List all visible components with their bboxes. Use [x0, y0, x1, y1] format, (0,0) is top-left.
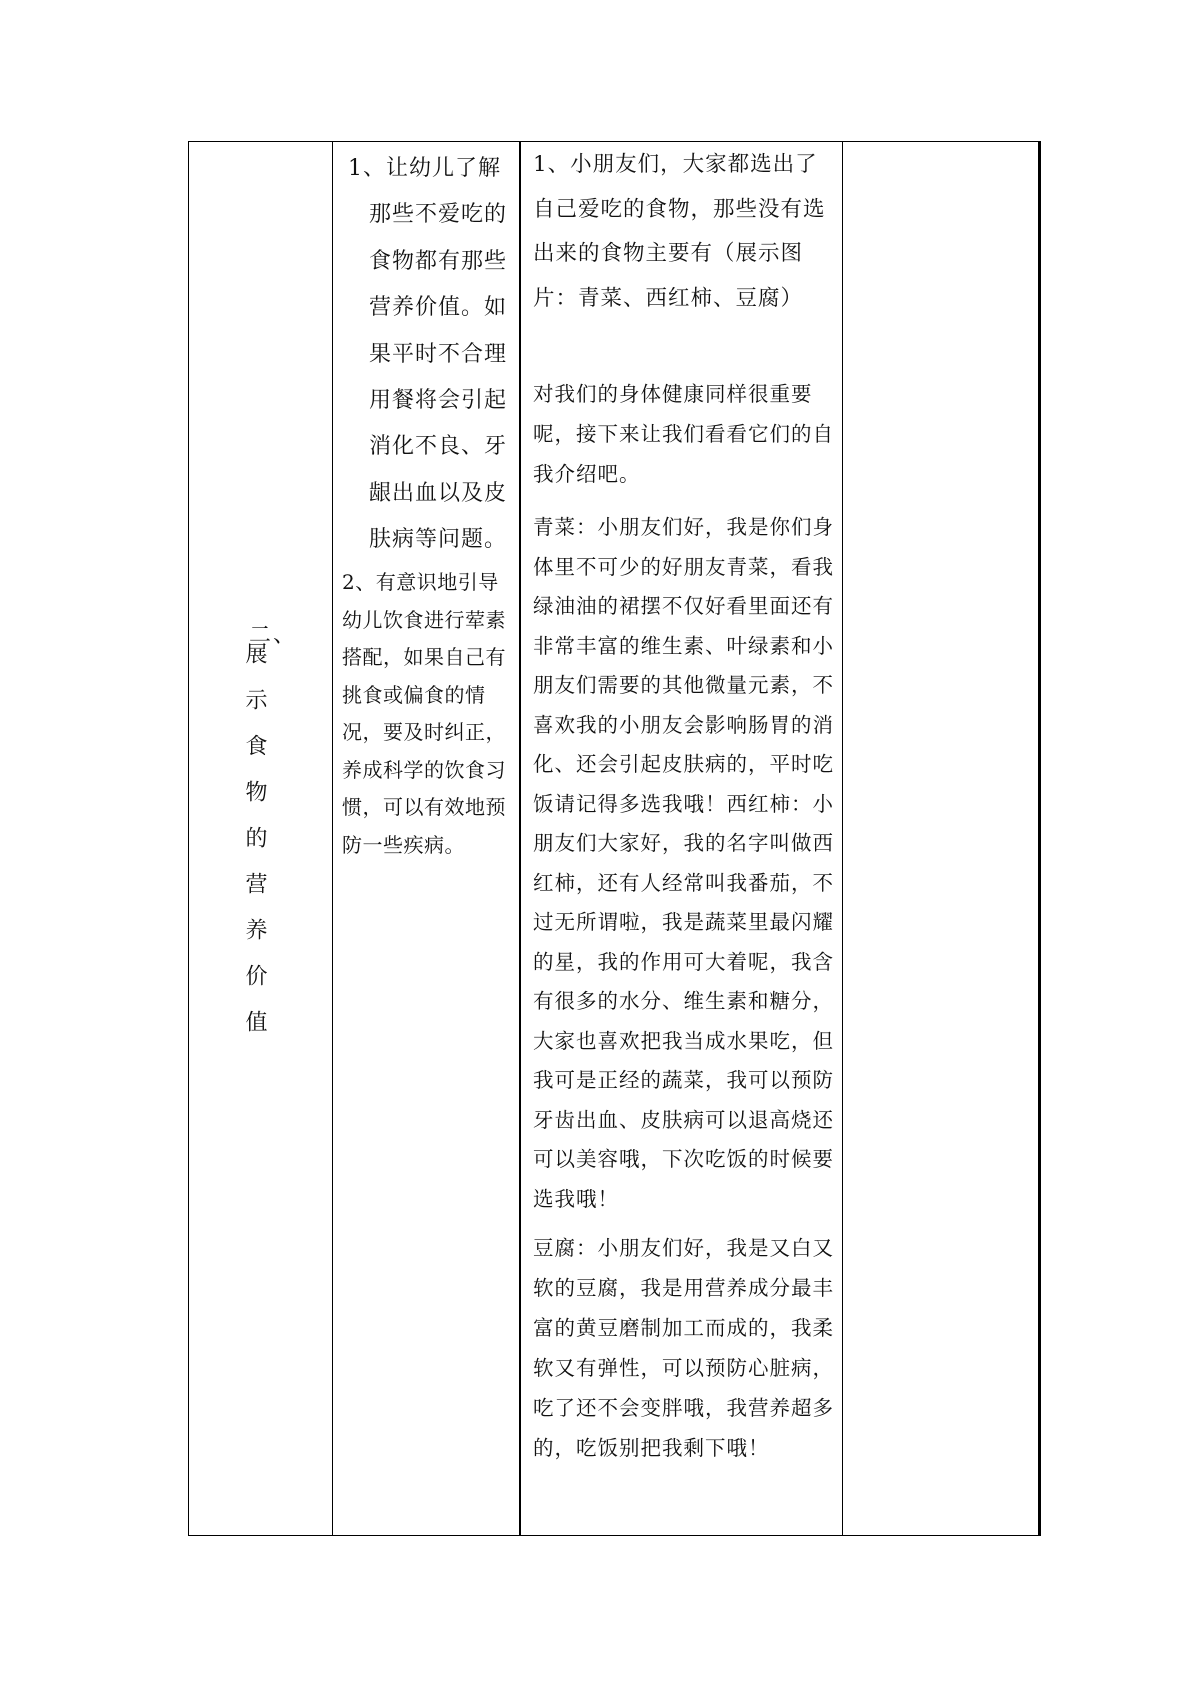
activity-transition: 对我们的身体健康同样很重要呢，接下来让我们看看它们的自我介绍吧。 [533, 382, 834, 486]
section-cell [189, 142, 332, 1535]
notes-cell [845, 142, 1038, 1535]
lesson-plan-table [188, 141, 1041, 1536]
goal-item-1 [348, 146, 516, 564]
column-divider [842, 142, 843, 1535]
goal-item-1-rest: 那些不爱吃的食物都有那些营养价值。如果平时不合理用餐将会引起消化不良、牙龈出血以及皮肤病等问题。 [369, 202, 508, 553]
goal-item-1-first-line: 1、让幼儿了解 [348, 156, 501, 181]
activity-doufu: 豆腐：小朋友们好，我是又白又软的豆腐，我是用营养成分最丰富的黄豆磨制加工而成的，我柔软又有弹性，可以预防心脏病，吃了还不会变胖哦，我营养超多的，吃饭别把我剩下哦！ [533, 1236, 834, 1460]
goals-cell [334, 142, 520, 1535]
activity-qingcai-xihongshi: 青菜：小朋友们好，我是你们身体里不可少的好朋友青菜，看我绿油油的裙摆不仅好看里面还有非常丰富的维生素、叶绿素和小朋友们需要的其他微量元素，不喜欢我的小朋友会影响肠胃的消化、还会引起皮肤病的，平时吃饭请记得多选我哦！西红柿：小朋友们大家好，我的名字叫做西红柿，还有人经常叫我番茄，不过无所谓啦，我是蔬菜里最闪耀的星，我的作用可大着呢，我含有很多的水分、维生素和糖分，大家也喜欢把我当成水果吃，但我可是正经的蔬菜，我可以预防牙齿出血、皮肤病可以退高烧还可以美容哦，下次吃饭的时候要选我哦！ [533, 515, 834, 1211]
goal-item-2: 2、有意识地引导幼儿饮食进行荤素搭配，如果自己有挑食或偏食的情况，要及时纠正，养成科学的饮食习惯，可以有效地预防一些疾病。 [342, 570, 506, 857]
activity-intro: 1、小朋友们，大家都选出了自己爱吃的食物，那些没有选出来的食物主要有（展示图片：青菜、西红柿、豆腐） [533, 152, 826, 311]
column-divider [332, 142, 333, 1535]
activity-cell [522, 142, 842, 1535]
section-number: 二、 [249, 623, 298, 648]
section-title: 展示食物的营养价值 [242, 642, 267, 1056]
